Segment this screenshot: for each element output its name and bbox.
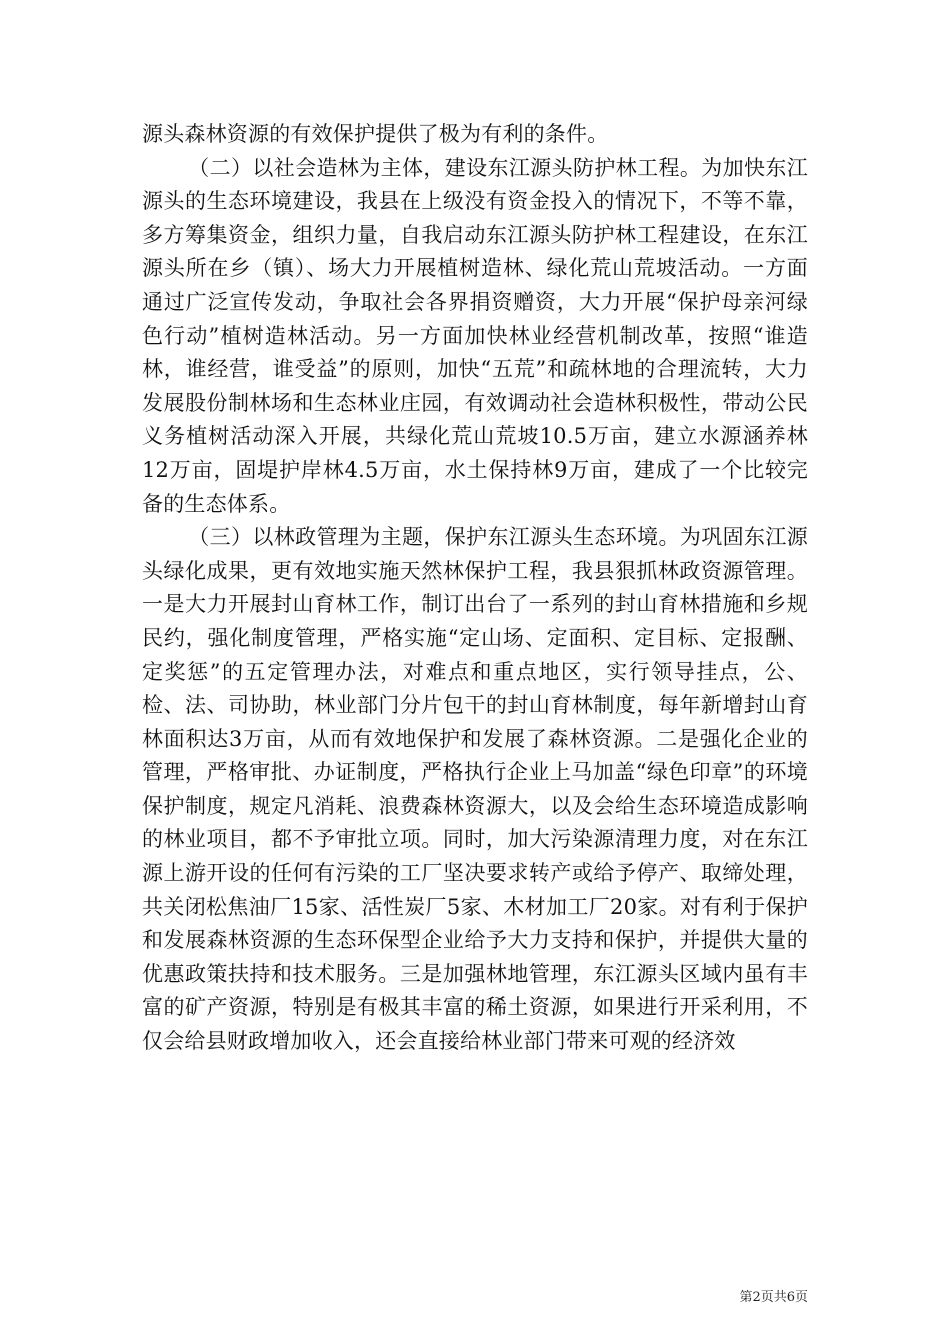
paragraph-section-2: （二）以社会造林为主体，建设东江源头防护林工程。为加快东江源头的生态环境建设，我县在上级没有资金投入的情况下，不等不靠，多方筹集资金，组织力量，自我启动东江源头防护林工程建设，在东江源头所在乡（镇）、场大力开展植树造林、绿化荒山荒坡活动。一方面通过广泛宣传发动，争取社会各界捐资赠资，大力开展“保护母亲河绿色行动”植树造林活动。另一方面加快林业经营机制改革，按照“谁造林，谁经营，谁受益”的原则，加快“五荒”和疏林地的合理流转，大力发展股份制林场和生态林业庄园，有效调动社会造林积极性，带动公民义务植树活动深入开展，共绿化荒山荒坡10.5万亩，建立水源涵养林12万亩，固堤护岸林4.5万亩，水土保持林9万亩，建成了一个比较完备的生态体系。 [142, 155, 808, 516]
paragraph-section-3: （三）以林政管理为主题，保护东江源头生态环境。为巩固东江源头绿化成果，更有效地实施天然林保护工程，我县狠抓林政资源管理。一是大力开展封山育林工作，制订出台了一系列的封山育林措施和乡规民约，强化制度管理，严格实施“定山场、定面积、定目标、定报酬、定奖惩”的五定管理办法，对难点和重点地区，实行领导挂点，公、检、法、司协助，林业部门分片包干的封山育林制度，每年新增封山育林面积达3万亩，从而有效地保护和发展了森林资源。二是强化企业的管理，严格审批、办证制度，严格执行企业上马加盖“绿色印章”的环境保护制度，规定凡消耗、浪费森林资源大，以及会给生态环境造成影响的林业项目，都不予审批立项。同时，加大污染源清理力度，对在东江源上游开设的任何有污染的工厂坚决要求转产或给予停产、取缔处理，共关闭松焦油厂15家、活性炭厂5家、木材加工厂20家。对有利于保护和发展森林资源的生态环保型企业给予大力支持和保护，并提供大量的优惠政策扶持和技术服务。三是加强林地管理，东江源头区域内虽有丰富的矿产资源，特别是有极其丰富的稀土资源，如果进行开采利用，不仅会给县财政增加收入，还会直接给林业部门带来可观的经济效 [142, 525, 808, 1054]
document-body [142, 118, 808, 1059]
page-number-footer: 第2页共6页 [739, 1290, 808, 1305]
paragraph-continuation: 源头森林资源的有效保护提供了极为有利的条件。 [142, 122, 609, 146]
